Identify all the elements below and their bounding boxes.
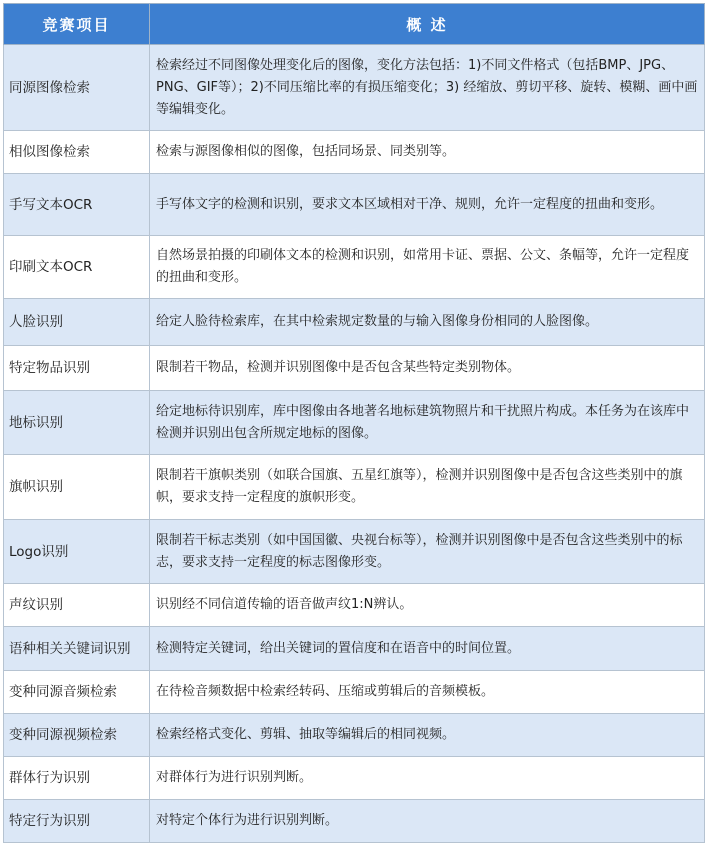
item-description: 限制若干标志类别（如中国国徽、央视台标等），检测并识别图像中是否包含这些类别中的标志，要求支持一定程度的标志图像形变。 [150,520,705,584]
item-description: 限制若干旗帜类别（如联合国旗、五星红旗等），检测并识别图像中是否包含这些类别中的旗帜，要求支持一定程度的旗帜形变。 [150,455,705,520]
item-description: 检测特定关键词，给出关键词的置信度和在语音中的时间位置。 [150,627,705,671]
table-row [4,346,705,391]
item-description: 对群体行为进行识别判断。 [150,757,705,800]
item-description: 对特定个体行为进行识别判断。 [150,800,705,843]
item-description: 检索经格式变化、剪辑、抽取等编辑后的相同视频。 [150,714,705,757]
table-row [4,520,705,584]
table-row [4,714,705,757]
table-row [4,391,705,455]
item-name: 变种同源视频检索 [4,714,150,757]
item-description: 给定地标待识别库，库中图像由各地著名地标建筑物照片和干扰照片构成。本任务为在该库中检测并识别出包含所规定地标的图像。 [150,391,705,455]
table-row [4,671,705,714]
header-competition-item: 竞赛项目 [4,4,150,45]
item-description: 在待检音频数据中检索经转码、压缩或剪辑后的音频模板。 [150,671,705,714]
item-name: 变种同源音频检索 [4,671,150,714]
table-header-row [4,4,705,45]
item-description: 自然场景拍摄的印刷体文本的检测和识别，如常用卡证、票据、公文、条幅等，允许一定程度的扭曲和变形。 [150,236,705,299]
table-row [4,757,705,800]
item-description: 识别经不同信道传输的语音做声纹1:N辨认。 [150,584,705,627]
competition-table-container [3,3,704,843]
table-row [4,455,705,520]
item-name: 手写文本OCR [4,174,150,236]
item-name: 同源图像检索 [4,45,150,131]
table-row [4,299,705,346]
item-name: 印刷文本OCR [4,236,150,299]
table-row [4,174,705,236]
item-name: 相似图像检索 [4,131,150,174]
table-row [4,627,705,671]
item-name: 群体行为识别 [4,757,150,800]
table-row [4,236,705,299]
item-description: 手写体文字的检测和识别，要求文本区域相对干净、规则，允许一定程度的扭曲和变形。 [150,174,705,236]
item-name: Logo识别 [4,520,150,584]
competition-table [3,3,705,843]
item-name: 声纹识别 [4,584,150,627]
item-name: 语种相关关键词识别 [4,627,150,671]
item-name: 地标识别 [4,391,150,455]
table-row [4,800,705,843]
item-name: 特定行为识别 [4,800,150,843]
item-description: 检索与源图像相似的图像，包括同场景、同类别等。 [150,131,705,174]
table-row [4,131,705,174]
item-description: 检索经过不同图像处理变化后的图像，变化方法包括：1)不同文件格式（包括BMP、JPG、PNG、GIF等）；2)不同压缩比率的有损压缩变化；3) 经缩放、剪切平移、旋转、模糊、画中画等编辑变化。 [150,45,705,131]
header-overview: 概 述 [150,4,705,45]
table-row [4,45,705,131]
item-name: 人脸识别 [4,299,150,346]
item-description: 限制若干物品，检测并识别图像中是否包含某些特定类别物体。 [150,346,705,391]
table-row [4,584,705,627]
item-name: 旗帜识别 [4,455,150,520]
item-description: 给定人脸待检索库，在其中检索规定数量的与输入图像身份相同的人脸图像。 [150,299,705,346]
item-name: 特定物品识别 [4,346,150,391]
